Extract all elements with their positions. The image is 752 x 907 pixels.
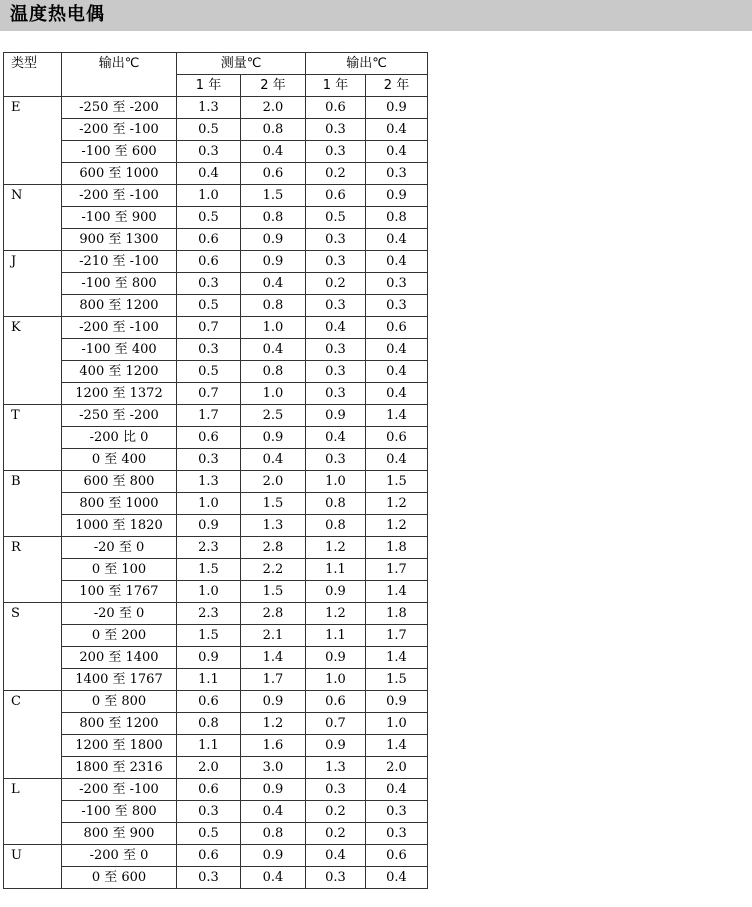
output-year2-cell: 1.7 (366, 559, 428, 581)
output-year2-cell: 2.0 (366, 757, 428, 779)
measure-year2-cell: 1.2 (241, 713, 306, 735)
measure-year2-cell: 0.9 (241, 229, 306, 251)
output-year1-cell: 0.3 (306, 119, 366, 141)
measure-year2-cell: 0.9 (241, 427, 306, 449)
measure-year1-cell: 1.1 (177, 669, 241, 691)
measure-year1-cell: 0.5 (177, 361, 241, 383)
measure-year1-cell: 0.3 (177, 339, 241, 361)
output-year2-cell: 0.4 (366, 251, 428, 273)
output-year1-cell: 0.8 (306, 493, 366, 515)
output-year2-cell: 0.6 (366, 845, 428, 867)
measure-year1-cell: 1.1 (177, 735, 241, 757)
table-row (4, 295, 428, 317)
range-cell: -250 至 -200 (62, 405, 177, 427)
table-row (4, 317, 428, 339)
output-year1-cell: 1.0 (306, 669, 366, 691)
output-year1-cell: 0.2 (306, 163, 366, 185)
table-row (4, 669, 428, 691)
table-row (4, 97, 428, 119)
output-year2-cell: 0.3 (366, 273, 428, 295)
measure-year1-cell: 0.6 (177, 229, 241, 251)
thermocouple-type-cell: B (4, 471, 62, 537)
table-row (4, 141, 428, 163)
thermocouple-accuracy-table (3, 52, 428, 889)
measure-year1-cell: 1.3 (177, 471, 241, 493)
header-output-range: 输出℃ (62, 53, 177, 97)
range-cell: -100 至 900 (62, 207, 177, 229)
table-row (4, 273, 428, 295)
output-year2-cell: 1.4 (366, 581, 428, 603)
table-row (4, 735, 428, 757)
measure-year2-cell: 0.8 (241, 295, 306, 317)
output-year2-cell: 0.4 (366, 867, 428, 889)
range-cell: 1800 至 2316 (62, 757, 177, 779)
output-year1-cell: 1.0 (306, 471, 366, 493)
measure-year1-cell: 2.0 (177, 757, 241, 779)
output-year2-cell: 0.6 (366, 427, 428, 449)
table-row (4, 427, 428, 449)
table-row (4, 119, 428, 141)
range-cell: 200 至 1400 (62, 647, 177, 669)
range-cell: 1000 至 1820 (62, 515, 177, 537)
thermocouple-type-cell: J (4, 251, 62, 317)
output-year2-cell: 0.4 (366, 229, 428, 251)
output-year2-cell: 1.5 (366, 471, 428, 493)
output-year2-cell: 0.4 (366, 339, 428, 361)
table-row (4, 405, 428, 427)
output-year2-cell: 1.5 (366, 669, 428, 691)
measure-year2-cell: 0.8 (241, 119, 306, 141)
measure-year2-cell: 1.6 (241, 735, 306, 757)
measure-year2-cell: 1.0 (241, 383, 306, 405)
measure-year2-cell: 0.9 (241, 251, 306, 273)
measure-year1-cell: 0.6 (177, 845, 241, 867)
output-year2-cell: 0.9 (366, 691, 428, 713)
output-year2-cell: 0.4 (366, 361, 428, 383)
output-year1-cell: 0.3 (306, 229, 366, 251)
table-row (4, 251, 428, 273)
measure-year1-cell: 1.0 (177, 185, 241, 207)
measure-year1-cell: 0.9 (177, 647, 241, 669)
table-row (4, 449, 428, 471)
measure-year1-cell: 0.3 (177, 449, 241, 471)
output-year1-cell: 0.3 (306, 779, 366, 801)
thermocouple-type-cell: L (4, 779, 62, 845)
table-row (4, 163, 428, 185)
table-row (4, 361, 428, 383)
range-cell: 100 至 1767 (62, 581, 177, 603)
table-row (4, 493, 428, 515)
measure-year1-cell: 0.5 (177, 823, 241, 845)
range-cell: -100 至 600 (62, 141, 177, 163)
output-year1-cell: 0.9 (306, 405, 366, 427)
range-cell: 600 至 1000 (62, 163, 177, 185)
measure-year2-cell: 1.7 (241, 669, 306, 691)
measure-year2-cell: 0.4 (241, 339, 306, 361)
range-cell: 800 至 1200 (62, 295, 177, 317)
measure-year2-cell: 1.0 (241, 317, 306, 339)
thermocouple-type-cell: S (4, 603, 62, 691)
measure-year1-cell: 0.9 (177, 515, 241, 537)
range-cell: -210 至 -100 (62, 251, 177, 273)
table-row (4, 383, 428, 405)
output-year1-cell: 0.3 (306, 251, 366, 273)
output-year1-cell: 0.4 (306, 845, 366, 867)
range-cell: -200 至 -100 (62, 779, 177, 801)
header-type: 类型 (4, 53, 62, 97)
output-year2-cell: 1.2 (366, 515, 428, 537)
thermocouple-type-cell: C (4, 691, 62, 779)
range-cell: 1400 至 1767 (62, 669, 177, 691)
output-year2-cell: 0.3 (366, 163, 428, 185)
measure-year1-cell: 1.7 (177, 405, 241, 427)
output-year2-cell: 1.4 (366, 405, 428, 427)
table-row (4, 757, 428, 779)
table-header-row (4, 53, 428, 75)
thermocouple-type-cell: T (4, 405, 62, 471)
output-year1-cell: 1.1 (306, 625, 366, 647)
output-year2-cell: 0.4 (366, 449, 428, 471)
range-cell: 0 至 200 (62, 625, 177, 647)
measure-year1-cell: 0.3 (177, 273, 241, 295)
measure-year1-cell: 0.3 (177, 141, 241, 163)
range-cell: 1200 至 1800 (62, 735, 177, 757)
measure-year1-cell: 0.5 (177, 295, 241, 317)
range-cell: 0 至 100 (62, 559, 177, 581)
measure-year1-cell: 0.7 (177, 317, 241, 339)
output-year1-cell: 0.8 (306, 515, 366, 537)
measure-year1-cell: 0.4 (177, 163, 241, 185)
output-year1-cell: 0.3 (306, 339, 366, 361)
table-row (4, 625, 428, 647)
measure-year1-cell: 0.6 (177, 427, 241, 449)
header-measure-year2: 2 年 (241, 75, 306, 97)
section-title: 温度热电偶 (10, 4, 105, 25)
range-cell: -100 至 400 (62, 339, 177, 361)
measure-year1-cell: 0.8 (177, 713, 241, 735)
output-year1-cell: 0.9 (306, 735, 366, 757)
table-row (4, 471, 428, 493)
output-year2-cell: 0.4 (366, 779, 428, 801)
measure-year2-cell: 2.2 (241, 559, 306, 581)
range-cell: -200 比 0 (62, 427, 177, 449)
measure-year2-cell: 2.8 (241, 537, 306, 559)
output-year2-cell: 0.4 (366, 119, 428, 141)
header-output-year2: 2 年 (366, 75, 428, 97)
table-row (4, 339, 428, 361)
measure-year1-cell: 0.6 (177, 779, 241, 801)
output-year2-cell: 0.6 (366, 317, 428, 339)
output-year1-cell: 0.2 (306, 823, 366, 845)
thermocouple-type-cell: N (4, 185, 62, 251)
output-year1-cell: 0.9 (306, 581, 366, 603)
thermocouple-type-cell: E (4, 97, 62, 185)
output-year2-cell: 0.4 (366, 383, 428, 405)
output-year2-cell: 1.8 (366, 537, 428, 559)
table-row (4, 581, 428, 603)
measure-year1-cell: 0.6 (177, 691, 241, 713)
output-year2-cell: 0.9 (366, 185, 428, 207)
table-row (4, 559, 428, 581)
table-row (4, 845, 428, 867)
range-cell: 400 至 1200 (62, 361, 177, 383)
output-year1-cell: 0.3 (306, 867, 366, 889)
output-year1-cell: 0.4 (306, 317, 366, 339)
measure-year2-cell: 0.4 (241, 867, 306, 889)
range-cell: 900 至 1300 (62, 229, 177, 251)
output-year1-cell: 0.3 (306, 361, 366, 383)
measure-year2-cell: 2.0 (241, 97, 306, 119)
range-cell: -200 至 -100 (62, 317, 177, 339)
range-cell: 600 至 800 (62, 471, 177, 493)
table-row (4, 691, 428, 713)
measure-year2-cell: 1.5 (241, 493, 306, 515)
measure-year1-cell: 0.5 (177, 207, 241, 229)
table-row (4, 867, 428, 889)
measure-year2-cell: 0.8 (241, 823, 306, 845)
measure-year2-cell: 0.4 (241, 801, 306, 823)
range-cell: -20 至 0 (62, 603, 177, 625)
table-row (4, 229, 428, 251)
output-year2-cell: 0.9 (366, 97, 428, 119)
output-year1-cell: 0.4 (306, 427, 366, 449)
range-cell: 800 至 1200 (62, 713, 177, 735)
output-year2-cell: 0.3 (366, 823, 428, 845)
measure-year2-cell: 2.1 (241, 625, 306, 647)
measure-year1-cell: 1.5 (177, 559, 241, 581)
measure-year2-cell: 0.9 (241, 845, 306, 867)
range-cell: 1200 至 1372 (62, 383, 177, 405)
range-cell: 800 至 1000 (62, 493, 177, 515)
table-body (4, 97, 428, 889)
output-year1-cell: 1.3 (306, 757, 366, 779)
thermocouple-type-cell: R (4, 537, 62, 603)
table-row (4, 801, 428, 823)
output-year1-cell: 0.3 (306, 383, 366, 405)
table-row (4, 207, 428, 229)
table-row (4, 603, 428, 625)
output-year1-cell: 0.3 (306, 449, 366, 471)
header-output-year1: 1 年 (306, 75, 366, 97)
header-measure-year1: 1 年 (177, 75, 241, 97)
measure-year2-cell: 0.4 (241, 449, 306, 471)
output-year1-cell: 0.2 (306, 801, 366, 823)
measure-year2-cell: 1.5 (241, 581, 306, 603)
measure-year1-cell: 0.5 (177, 119, 241, 141)
thermocouple-type-cell: U (4, 845, 62, 889)
measure-year2-cell: 0.6 (241, 163, 306, 185)
table-row (4, 515, 428, 537)
measure-year1-cell: 2.3 (177, 537, 241, 559)
output-year1-cell: 0.3 (306, 295, 366, 317)
range-cell: -100 至 800 (62, 801, 177, 823)
output-year1-cell: 0.7 (306, 713, 366, 735)
output-year2-cell: 0.4 (366, 141, 428, 163)
table-row (4, 779, 428, 801)
measure-year1-cell: 1.0 (177, 493, 241, 515)
measure-year2-cell: 2.5 (241, 405, 306, 427)
range-cell: -100 至 800 (62, 273, 177, 295)
output-year1-cell: 0.6 (306, 185, 366, 207)
output-year1-cell: 1.1 (306, 559, 366, 581)
output-year1-cell: 0.9 (306, 647, 366, 669)
range-cell: -20 至 0 (62, 537, 177, 559)
output-year2-cell: 1.2 (366, 493, 428, 515)
range-cell: 0 至 800 (62, 691, 177, 713)
measure-year2-cell: 2.8 (241, 603, 306, 625)
output-year2-cell: 1.0 (366, 713, 428, 735)
header-measure: 测量℃ (177, 53, 306, 75)
table-row (4, 713, 428, 735)
range-cell: -200 至 -100 (62, 119, 177, 141)
measure-year2-cell: 0.8 (241, 361, 306, 383)
output-year1-cell: 0.3 (306, 141, 366, 163)
range-cell: 800 至 900 (62, 823, 177, 845)
thermocouple-type-cell: K (4, 317, 62, 405)
output-year2-cell: 0.3 (366, 295, 428, 317)
output-year1-cell: 1.2 (306, 537, 366, 559)
output-year2-cell: 0.3 (366, 801, 428, 823)
measure-year2-cell: 1.5 (241, 185, 306, 207)
range-cell: -200 至 -100 (62, 185, 177, 207)
output-year2-cell: 0.8 (366, 207, 428, 229)
measure-year2-cell: 0.4 (241, 141, 306, 163)
measure-year2-cell: 0.8 (241, 207, 306, 229)
output-year2-cell: 1.4 (366, 647, 428, 669)
measure-year1-cell: 1.0 (177, 581, 241, 603)
table-row (4, 185, 428, 207)
output-year2-cell: 1.7 (366, 625, 428, 647)
measure-year1-cell: 2.3 (177, 603, 241, 625)
header-output-accuracy: 输出℃ (306, 53, 428, 75)
measure-year2-cell: 1.3 (241, 515, 306, 537)
range-cell: -250 至 -200 (62, 97, 177, 119)
measure-year1-cell: 0.6 (177, 251, 241, 273)
output-year1-cell: 1.2 (306, 603, 366, 625)
measure-year2-cell: 1.4 (241, 647, 306, 669)
output-year1-cell: 0.6 (306, 97, 366, 119)
output-year1-cell: 0.2 (306, 273, 366, 295)
range-cell: 0 至 400 (62, 449, 177, 471)
measure-year2-cell: 0.9 (241, 779, 306, 801)
measure-year1-cell: 0.7 (177, 383, 241, 405)
output-year2-cell: 1.8 (366, 603, 428, 625)
output-year1-cell: 0.6 (306, 691, 366, 713)
table-row (4, 537, 428, 559)
range-cell: 0 至 600 (62, 867, 177, 889)
output-year2-cell: 1.4 (366, 735, 428, 757)
measure-year1-cell: 0.3 (177, 867, 241, 889)
range-cell: -200 至 0 (62, 845, 177, 867)
table-row (4, 823, 428, 845)
measure-year2-cell: 3.0 (241, 757, 306, 779)
measure-year1-cell: 1.3 (177, 97, 241, 119)
measure-year2-cell: 2.0 (241, 471, 306, 493)
measure-year2-cell: 0.4 (241, 273, 306, 295)
table-row (4, 647, 428, 669)
measure-year1-cell: 0.3 (177, 801, 241, 823)
measure-year1-cell: 1.5 (177, 625, 241, 647)
measure-year2-cell: 0.9 (241, 691, 306, 713)
output-year1-cell: 0.5 (306, 207, 366, 229)
section-header-bar (0, 0, 752, 31)
